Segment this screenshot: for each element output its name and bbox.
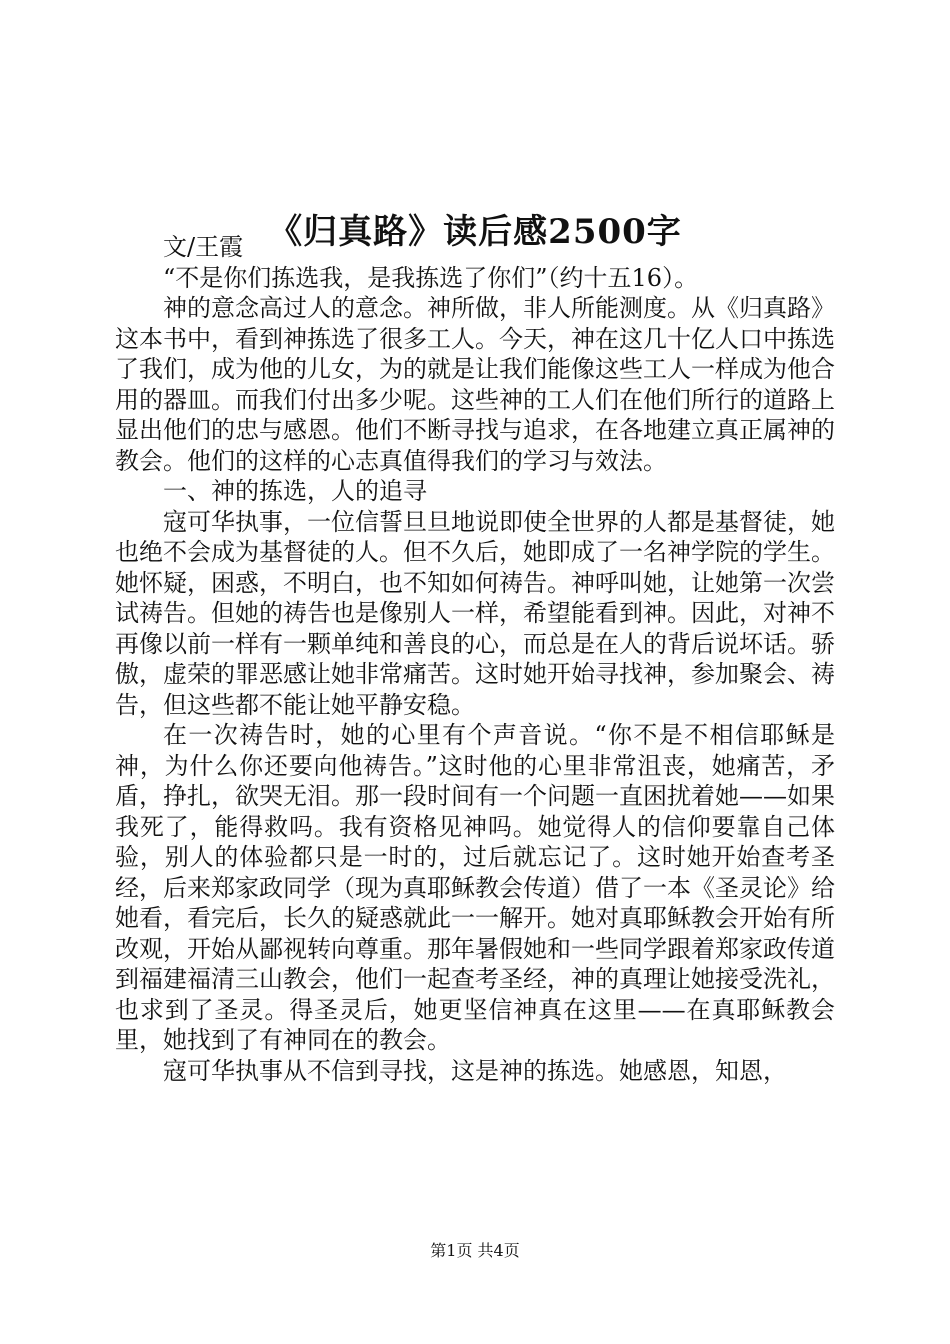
author-line: 文/王霞 [163,233,244,261]
document-title: 《归真路》读后感2500字 [268,211,682,252]
body-paragraph: 神的意念高过人的意念。神所做，非人所能测度。从《归真路》这本书中，看到神拣选了很多工人。今天，神在这几十亿人口中拣选了我们，成为他的儿女，为的就是让我们能像这些工人一样成为他合用的器皿。而我们付出多少呢。这些神的工人们在他们所行的道路上显出他们的忠与感恩。他们不断寻找与追求，在各地建立真正属神的教会。他们的这样的心志真值得我们的学习与效法。 [115,294,835,475]
body-paragraph: 寇可华执事，一位信誓旦旦地说即使全世界的人都是基督徒，她也绝不会成为基督徒的人。但不久后，她即成了一名神学院的学生。她怀疑，困惑，不明白，也不知如何祷告。神呼叫她，让她第一次尝试祷告。但她的祷告也是像别人一样，希望能看到神。因此，对神不再像以前一样有一颗单纯和善良的心，而总是在人的背后说坏话。骄傲，虚荣的罪恶感让她非常痛苦。这时她开始寻找神，参加聚会、祷告，但这些都不能让她平静安稳。 [115,507,835,719]
body-paragraph: 寇可华执事从不信到寻找，这是神的拣选。她感恩，知恩， [163,1056,787,1085]
page-footer: 第1页 共4页 [430,1241,520,1260]
document-body [115,232,835,1086]
section-heading: 一、神的拣选，人的追寻 [163,477,427,505]
epigraph-quote: “不是你们拣选我，是我拣选了你们”（约十五16）。 [163,263,699,292]
body-paragraph: 在一次祷告时，她的心里有个声音说。“你不是不相信耶稣是神，为什么你还要向他祷告。”这时他的心里非常沮丧，她痛苦，矛盾，挣扎，欲哭无泪。那一段时间有一个问题一直困扰着她——如果我死了，能得救吗。我有资格见神吗。她觉得人的信仰要靠自己体验，别人的体验都只是一时的，过后就忘记了。这时她开始查考圣经，后来郑家政同学（现为真耶稣教会传道）借了一本《圣灵论》给她看，看完后，长久的疑惑就此一一解开。她对真耶稣教会开始有所改观，开始从鄙视转向尊重。那年暑假她和一些同学跟着郑家政传道到福建福清三山教会，他们一起查考圣经，神的真理让她接受洗礼，也求到了圣灵。得圣灵后，她更坚信神真在这里——在真耶稣教会里，她找到了有神同在的教会。 [115,721,835,1054]
